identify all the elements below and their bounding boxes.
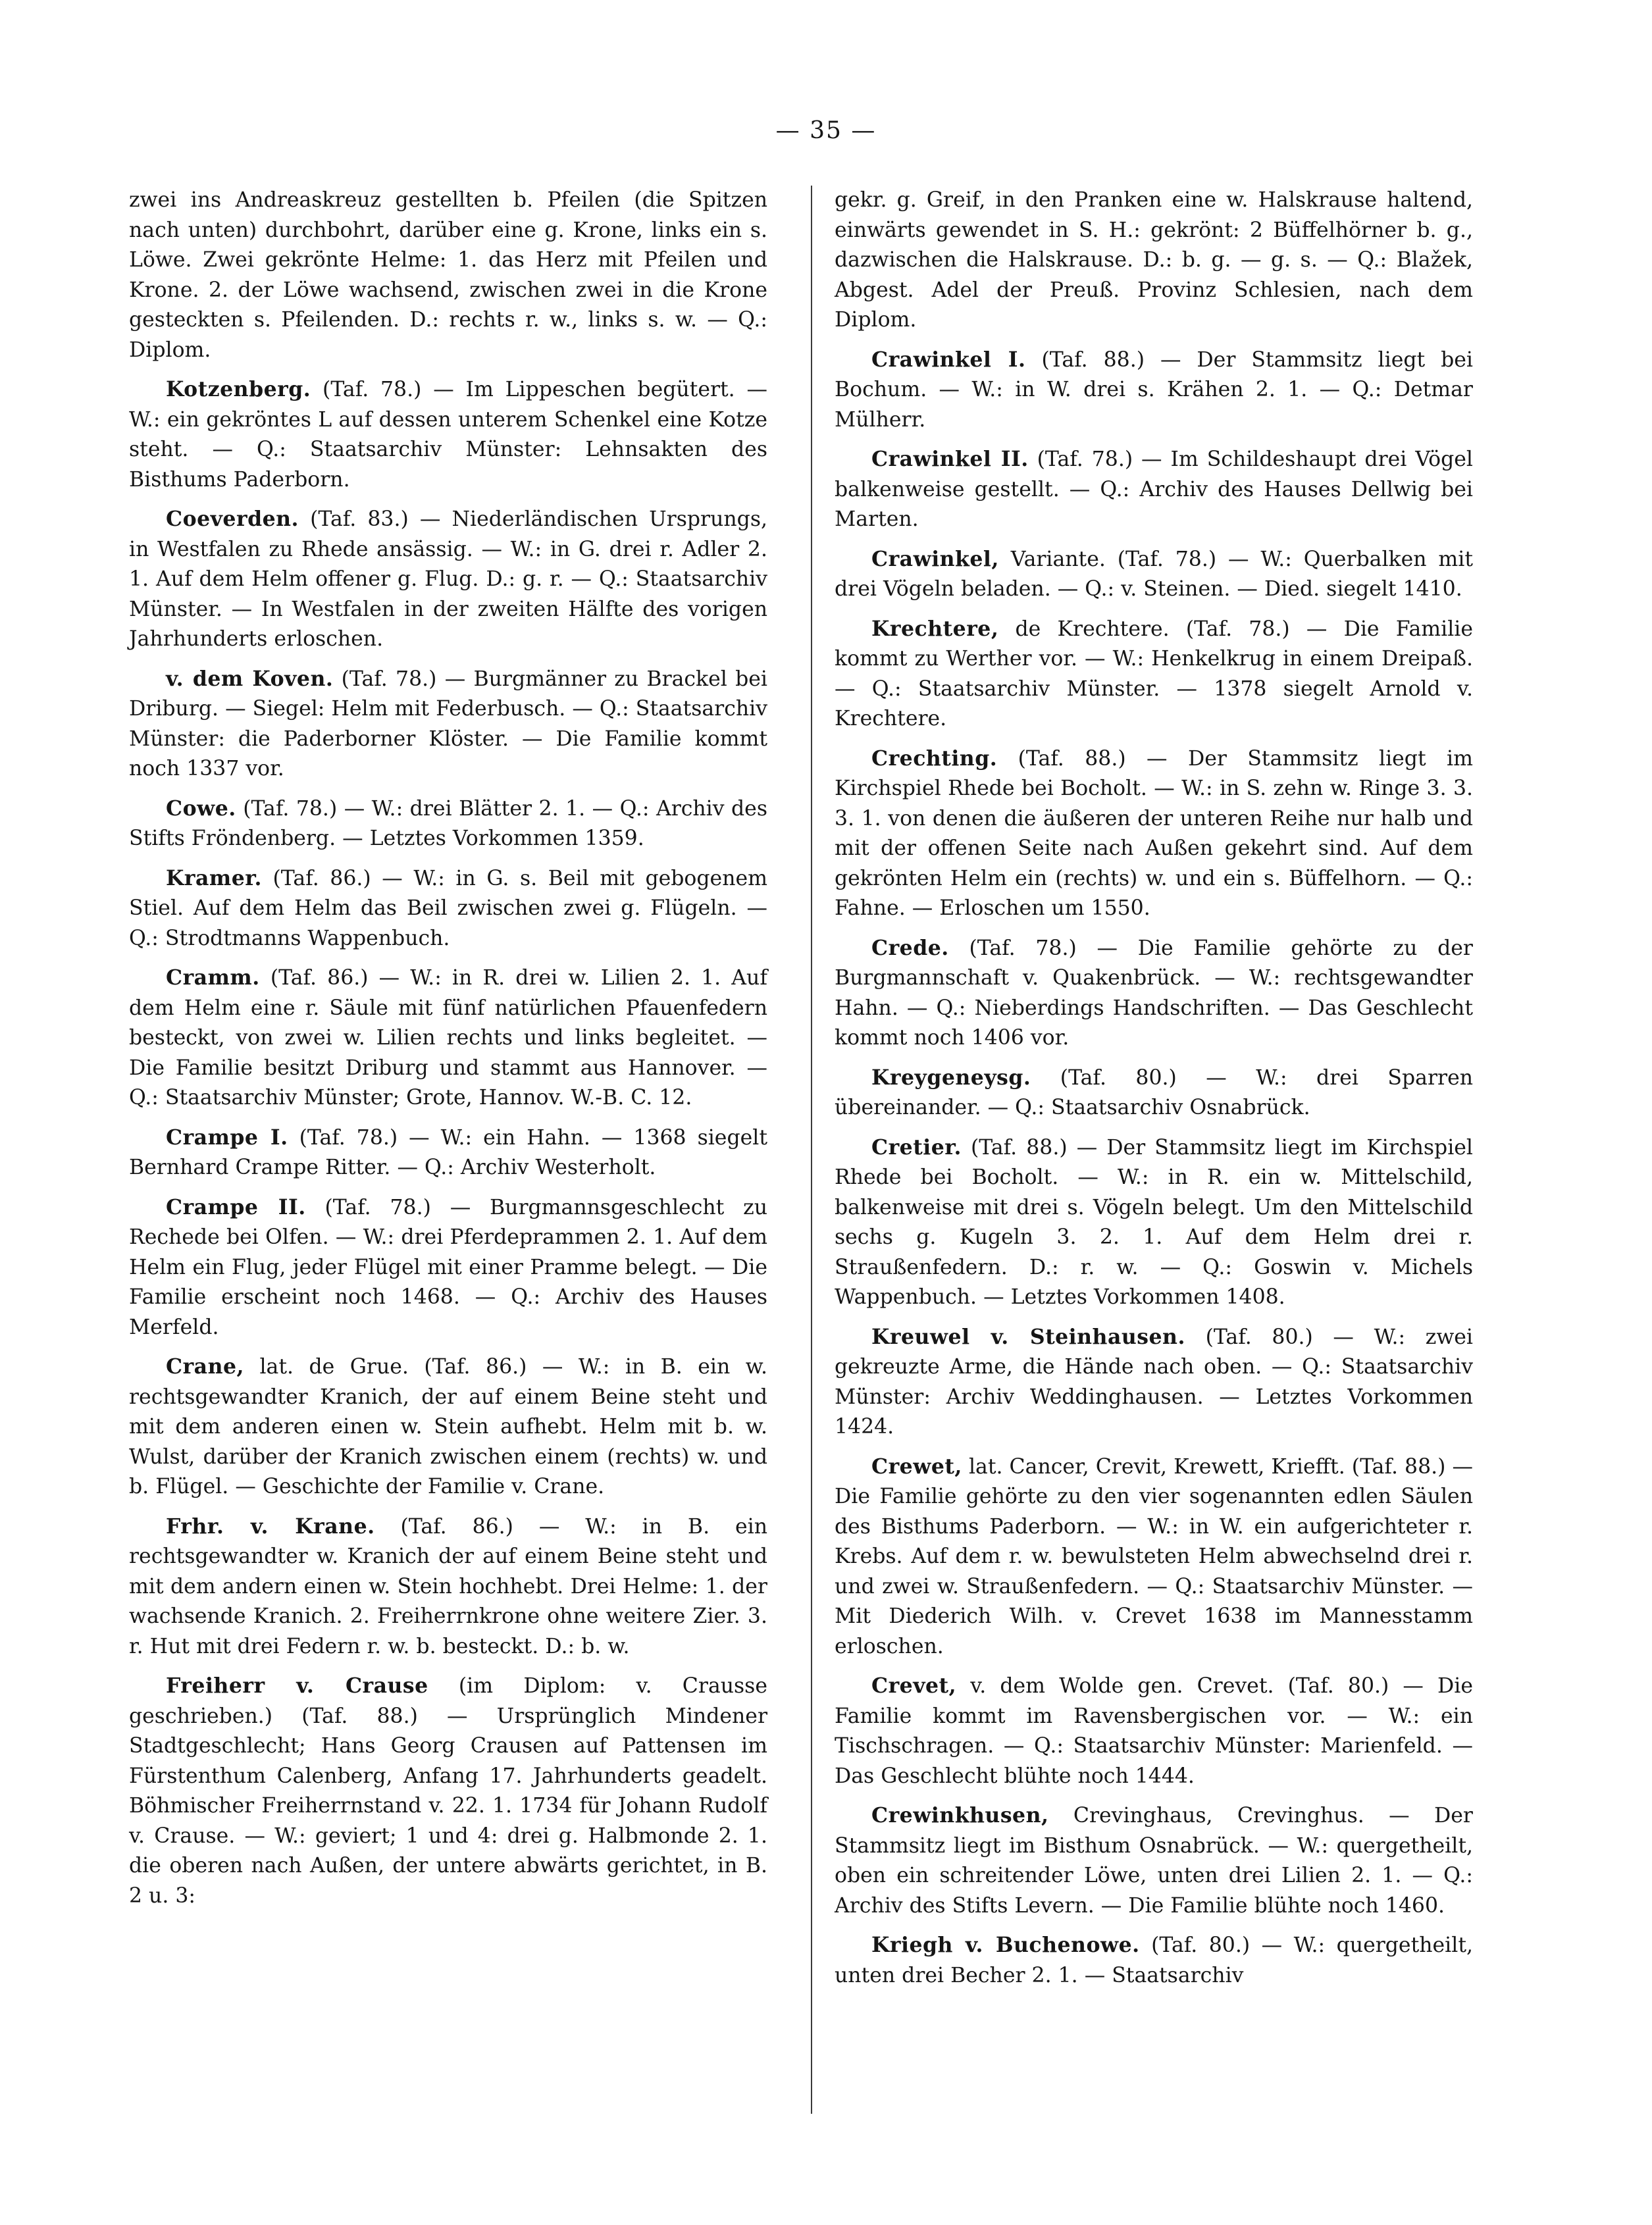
entry-heading: Kreuwel v. Steinhausen. — [871, 1324, 1185, 1349]
entry-heading: Kramer. — [166, 865, 262, 890]
entry-heading: Frhr. v. Krane. — [166, 1514, 375, 1539]
entry-text: (Taf. 83.) — Niederländischen Ursprungs, in Westfalen zu Rhede ansässig. — W.: in G. drei r. Adler 2. 1. Auf dem Helm offener g. Flug. D.: g. r. — Q.: Staatsarchiv Münster. — In Westfalen in der zweiten Hälfte des vorigen Jahrhunderts erloschen. — [129, 507, 767, 651]
entry-text: (Taf. 86.) — W.: in R. drei w. Lilien 2. 1. Auf dem Helm eine r. Säule mit fünf natürlichen Pfauenfedern besteckt, von zwei w. Lilien rechts und links begleitet. — Die Familie besitzt Driburg und stammt aus Hannover. — Q.: Staatsarchiv Münster; Grote, Hannov. W.-B. C. 12. — [129, 966, 767, 1110]
entry — [835, 933, 1473, 1054]
entry-heading: Freiherr v. Crause — [166, 1674, 428, 1698]
entry-text: (Taf. 78.) — Burgmänner zu Brackel bei Driburg. — Siegel: Helm mit Federbusch. — Q.: Staatsarchiv Münster: die Paderborner Klöster. — Die Familie kommt noch 1337 vor. — [129, 667, 768, 780]
entry-text: (Taf. 88.) — Der Stammsitz liegt im Kirchspiel Rhede bei Bocholt. — W.: in S. zehn w. Ringe 3. 3. 3. 1. von denen die äußeren der unteren Reihe nur halb und mit der offenen Seite nach Außen gekehrt sind. Auf dem gekrönten Helm ein (rechts) w. und ein s. Büffelhorn. — Q.: Fahne. — Erloschen um 1550. — [835, 746, 1473, 920]
entry-heading: Kreygeneysg. — [871, 1065, 1031, 1090]
entry — [129, 1192, 767, 1343]
entry-text: (Taf. 88.) — Der Stammsitz liegt bei Bochum. — W.: in W. drei s. Krähen 2. 1. — Q.: Detmar Mülherr. — [835, 347, 1473, 432]
entry — [129, 504, 767, 655]
entry-text: (Taf. 80.) — W.: zwei gekreuzte Arme, die Hände nach oben. — Q.: Staatsarchiv Münster: Archiv Weddinghausen. — Letztes Vorkommen 1424. — [835, 1325, 1473, 1439]
entry-heading: Cramm. — [166, 965, 260, 990]
entry — [129, 1123, 767, 1183]
entry — [835, 186, 1473, 336]
entry — [835, 345, 1473, 436]
entry-text: (Taf. 86.) — W.: in B. ein rechtsgewandter w. Kranich der auf einem Beine steht und mit dem andern einen w. Stein hochhebt. Drei Helme: 1. der wachsende Kranich. 2. Freiherrnkrone ohne weitere Zier. 3. r. Hut mit drei Federn r. w. b. besteckt. D.: b. w. — [129, 1514, 767, 1658]
entry-text: (Taf. 78.) — Im Schildeshaupt drei Vögel balkenweise gestellt. — Q.: Archiv des Hauses Dellwig bei Marten. — [835, 448, 1473, 531]
entry-heading: v. dem Koven. — [166, 666, 334, 691]
entry-text: (im Diplom: v. Crausse geschrieben.) (Taf. 88.) — Ursprünglich Mindener Stadtgeschlecht; Hans Georg Crausen auf Pattensen im Fürstenthum Calenberg, Anfang 17. Jahrhunderts geadelt. Böhmischer Freiherrnstand v. 22. 1. 1734 für Johann Rudolf v. Crause. — W.: geviert; 1 und 4: drei g. Halbmonde 2. 1. die oberen nach Außen, der untere abwärts gerichtet, in B. 2 u. 3: — [129, 1674, 767, 1908]
entry-text: (Taf. 86.) — W.: in G. s. Beil mit gebogenem Stiel. Auf dem Helm das Beil zwischen zwei g. Flügeln. — Q.: Strodtmanns Wappenbuch. — [129, 866, 767, 950]
entry-heading: Crawinkel I. — [871, 347, 1026, 372]
entry-heading: Cowe. — [166, 796, 236, 821]
entry — [129, 1352, 767, 1502]
entry — [129, 186, 767, 365]
page-number: — 35 — — [775, 117, 877, 144]
entry-text: lat. Cancer, Crevit, Krewett, Kriefft. (Taf. 88.) — Die Familie gehörte zu den vier sogenannten edlen Säulen des Bisthums Paderborn. — W.: in W. ein aufgerichteter r. Krebs. Auf dem r. w. bewulsteten Helm abwechselnd drei r. und zwei w. Straußenfedern. — Q.: Staatsarchiv Münster. — Mit Diederich Wilh. v. Crevet 1638 im Mannesstamm erloschen. — [835, 1454, 1473, 1658]
entry — [835, 1322, 1473, 1443]
entry-text: (Taf. 78.) — W.: ein Hahn. — 1368 siegelt Bernhard Crampe Ritter. — Q.: Archiv Westerholt. — [129, 1125, 767, 1179]
entry-text: (Taf. 88.) — Der Stammsitz liegt im Kirchspiel Rhede bei Bocholt. — W.: in R. ein w. Mittelschild, balkenweise mit drei s. Vögeln belegt. Um den Mittelschild sechs g. Kugeln 3. 2. 1. Auf dem Helm drei r. Straußenfedern. D.: r. w. — Q.: Goswin v. Michels Wappenbuch. — Letztes Vorkommen 1408. — [835, 1135, 1473, 1309]
entry — [835, 1671, 1473, 1791]
entry-heading: Crampe II. — [166, 1194, 306, 1219]
entry — [835, 1801, 1473, 1921]
entry-text: (Taf. 80.) — W.: drei Sparren übereinander. — Q.: Staatsarchiv Osnabrück. — [835, 1065, 1473, 1119]
entry-heading: Crane, — [166, 1354, 244, 1379]
entry-heading: Cretier. — [871, 1135, 962, 1160]
entry-heading: Crede. — [871, 935, 949, 960]
entry-text: (Taf. 78.) — Die Familie gehörte zu der Burgmannschaft v. Quakenbrück. — W.: rechtsgewandter Hahn. — Q.: Nieberdings Handschriften. — Das Geschlecht kommt noch 1406 vor. — [835, 936, 1473, 1050]
entry-text: (Taf. 78.) — Burgmannsgeschlecht zu Rechede bei Olfen. — W.: drei Pferdeprammen 2. 1. Auf dem Helm ein Flug, jeder Flügel mit einer Pramme belegt. — Die Familie erscheint noch 1468. — Q.: Archiv des Hauses Merfeld. — [129, 1195, 767, 1339]
entry-heading: Crechting. — [871, 746, 998, 771]
entry — [835, 1063, 1473, 1123]
entry — [129, 863, 767, 954]
entry-text: (Taf. 78.) — Im Lippeschen begütert. — W.: ein gekröntes L auf dessen unterem Schenkel eine Kotze steht. — Q.: Staatsarchiv Münster: Lehnsakten des Bisthums Paderborn. — [129, 378, 767, 492]
entry — [835, 544, 1473, 605]
entry-text: (Taf. 80.) — W.: quergetheilt, unten drei Becher 2. 1. — Staatsarchiv — [835, 1933, 1473, 1987]
entry — [835, 1452, 1473, 1662]
column-divider — [811, 186, 812, 2114]
entry-heading: Crewinkhusen, — [871, 1803, 1049, 1828]
entry-heading: Crewet, — [871, 1454, 962, 1479]
entry-heading: Kotzenberg. — [166, 377, 311, 401]
entry — [129, 794, 767, 854]
entry-heading: Krechtere, — [871, 616, 999, 641]
left-column — [129, 186, 767, 1920]
entry-text: v. dem Wolde gen. Crevet. (Taf. 80.) — Die Familie kommt im Ravensbergischen vor. — W.: ein Tischschragen. — Q.: Staatsarchiv Münster: Marienfeld. — Das Geschlecht blühte noch 1444. — [835, 1674, 1473, 1788]
entry — [129, 374, 767, 495]
entry-text: (Taf. 78.) — W.: drei Blätter 2. 1. — Q.: Archiv des Stifts Fröndenberg. — Letztes Vorkommen 1359. — [129, 796, 767, 850]
entry-text: de Krechtere. (Taf. 78.) — Die Familie kommt zu Werther vor. — W.: Henkelkrug in einem Dreipaß. — Q.: Staatsarchiv Münster. — 1378 siegelt Arnold v. Krechtere. — [835, 617, 1473, 730]
entry — [129, 1512, 767, 1662]
entry-heading: Kriegh v. Buchenowe. — [871, 1933, 1140, 1957]
entry — [129, 1671, 767, 1911]
entry — [129, 664, 767, 784]
right-column — [835, 186, 1473, 2000]
entry-text: lat. de Grue. (Taf. 86.) — W.: in B. ein w. rechtsgewandter Kranich, der auf einem Beine steht und mit dem anderen einen w. Stein aufhebt. Helm mit b. w. Wulst, darüber der Kranich zwischen einem (rechts) w. und b. Flügel. — Geschichte der Familie v. Crane. — [129, 1355, 767, 1498]
entry-text: zwei ins Andreaskreuz gestellten b. Pfeilen (die Spitzen nach unten) durchbohrt, darüber eine g. Krone, links ein s. Löwe. Zwei gekrönte Helme: 1. das Herz mit Pfeilen und Krone. 2. der Löwe wachsend, zwischen zwei in die Krone gesteckten s. Pfeilenden. D.: rechts r. w., links s. w. — Q.: Diplom. — [129, 188, 767, 362]
entry-text: gekr. g. Greif, in den Pranken eine w. Halskrause haltend, einwärts gewendet in S. H.: gekrönt: 2 Büffelhörner b. g., dazwischen die Halskrause. D.: b. g. — g. s. — Q.: Blažek, Abgest. Adel der Preuß. Provinz Schlesien, nach dem Diplom. — [835, 188, 1473, 332]
entry — [835, 744, 1473, 924]
entry — [835, 614, 1473, 734]
entry-heading: Crampe I. — [166, 1125, 288, 1150]
entry — [129, 963, 767, 1113]
entry-heading: Crawinkel II. — [871, 447, 1029, 471]
entry-heading: Crevet, — [871, 1674, 957, 1698]
entry-heading: Coeverden. — [166, 507, 299, 531]
entry — [835, 444, 1473, 535]
entry — [835, 1133, 1473, 1313]
entry-heading: Crawinkel, — [871, 546, 999, 571]
entry-text: Variante. (Taf. 78.) — W.: Querbalken mit drei Vögeln beladen. — Q.: v. Steinen. — Died. siegelt 1410. — [835, 547, 1473, 601]
entry-text: Crevinghaus, Crevinghus. — Der Stammsitz liegt im Bisthum Osnabrück. — W.: quergetheilt, oben ein schreitender Löwe, unten drei Lilien 2. 1. — Q.: Archiv des Stifts Levern. — Die Familie blühte noch 1460. — [835, 1804, 1473, 1918]
entry — [835, 1930, 1473, 1991]
